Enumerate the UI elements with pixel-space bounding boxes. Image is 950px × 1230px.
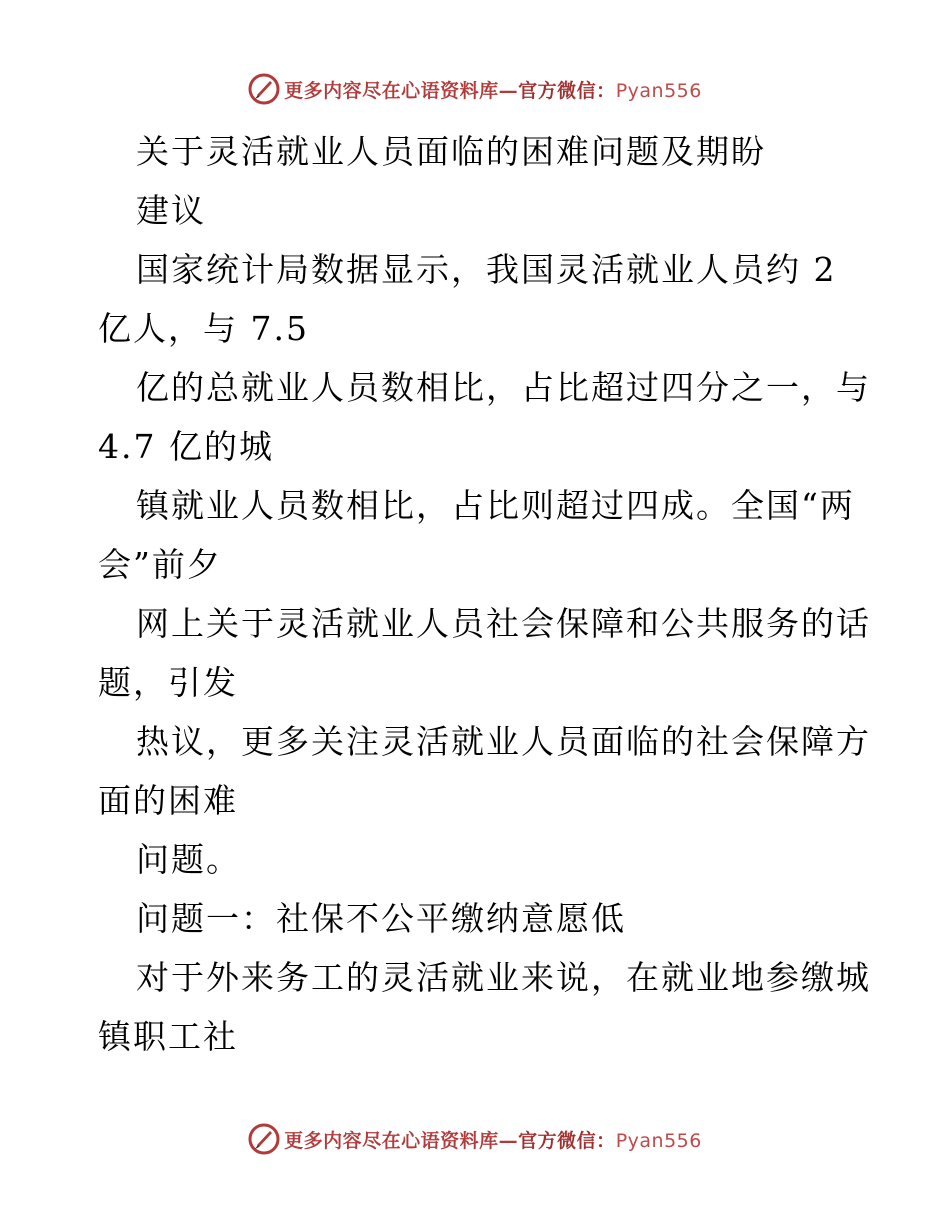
quill-logo-icon [248, 73, 280, 105]
paragraph-line: 题，引发 [98, 663, 238, 702]
paragraph-line: 热议，更多关注灵活就业人员面临的社会保障方 [136, 722, 871, 761]
quill-logo-icon [248, 1123, 280, 1155]
header-watermark-banner [0, 72, 950, 106]
footer-banner-dash: — [498, 1129, 519, 1152]
paragraph-line: 亿人，与 7.5 [98, 309, 309, 348]
paragraph-line: 问题。 [136, 840, 241, 879]
paragraph-line: 4.7 亿的城 [98, 427, 274, 466]
footer-banner-site: 更多内容尽在心语资料库 [284, 1129, 499, 1152]
document-body [98, 122, 871, 1066]
footer-banner-label: 官方微信： [518, 1129, 616, 1152]
paragraph-line: 镇职工社 [98, 1017, 238, 1056]
section-heading: 问题一：社保不公平缴纳意愿低 [136, 899, 626, 938]
header-banner-label: 官方微信： [518, 79, 616, 102]
footer-banner-id: Pyan556 [615, 1129, 702, 1152]
paragraph-line: 镇就业人员数相比，占比则超过四成。全国“两 [136, 486, 855, 525]
paragraph-line: 对于外来务工的灵活就业来说，在就业地参缴城 [136, 958, 871, 997]
header-banner-site: 更多内容尽在心语资料库 [284, 79, 499, 102]
header-banner-text [284, 76, 702, 103]
paragraph-line: 国家统计局数据显示，我国灵活就业人员约 2 [136, 250, 837, 289]
header-banner-id: Pyan556 [615, 79, 702, 102]
paragraph-line: 会”前夕 [98, 545, 222, 584]
paragraph-line: 网上关于灵活就业人员社会保障和公共服务的话 [136, 604, 871, 643]
footer-banner-text [284, 1126, 702, 1153]
footer-watermark-banner [0, 1122, 950, 1156]
paragraph-line: 面的困难 [98, 781, 238, 820]
document-title-line-2: 建议 [136, 191, 206, 230]
document-title-line-1: 关于灵活就业人员面临的困难问题及期盼 [136, 132, 766, 171]
header-banner-dash: — [498, 79, 519, 102]
paragraph-line: 亿的总就业人员数相比，占比超过四分之一，与 [136, 368, 871, 407]
